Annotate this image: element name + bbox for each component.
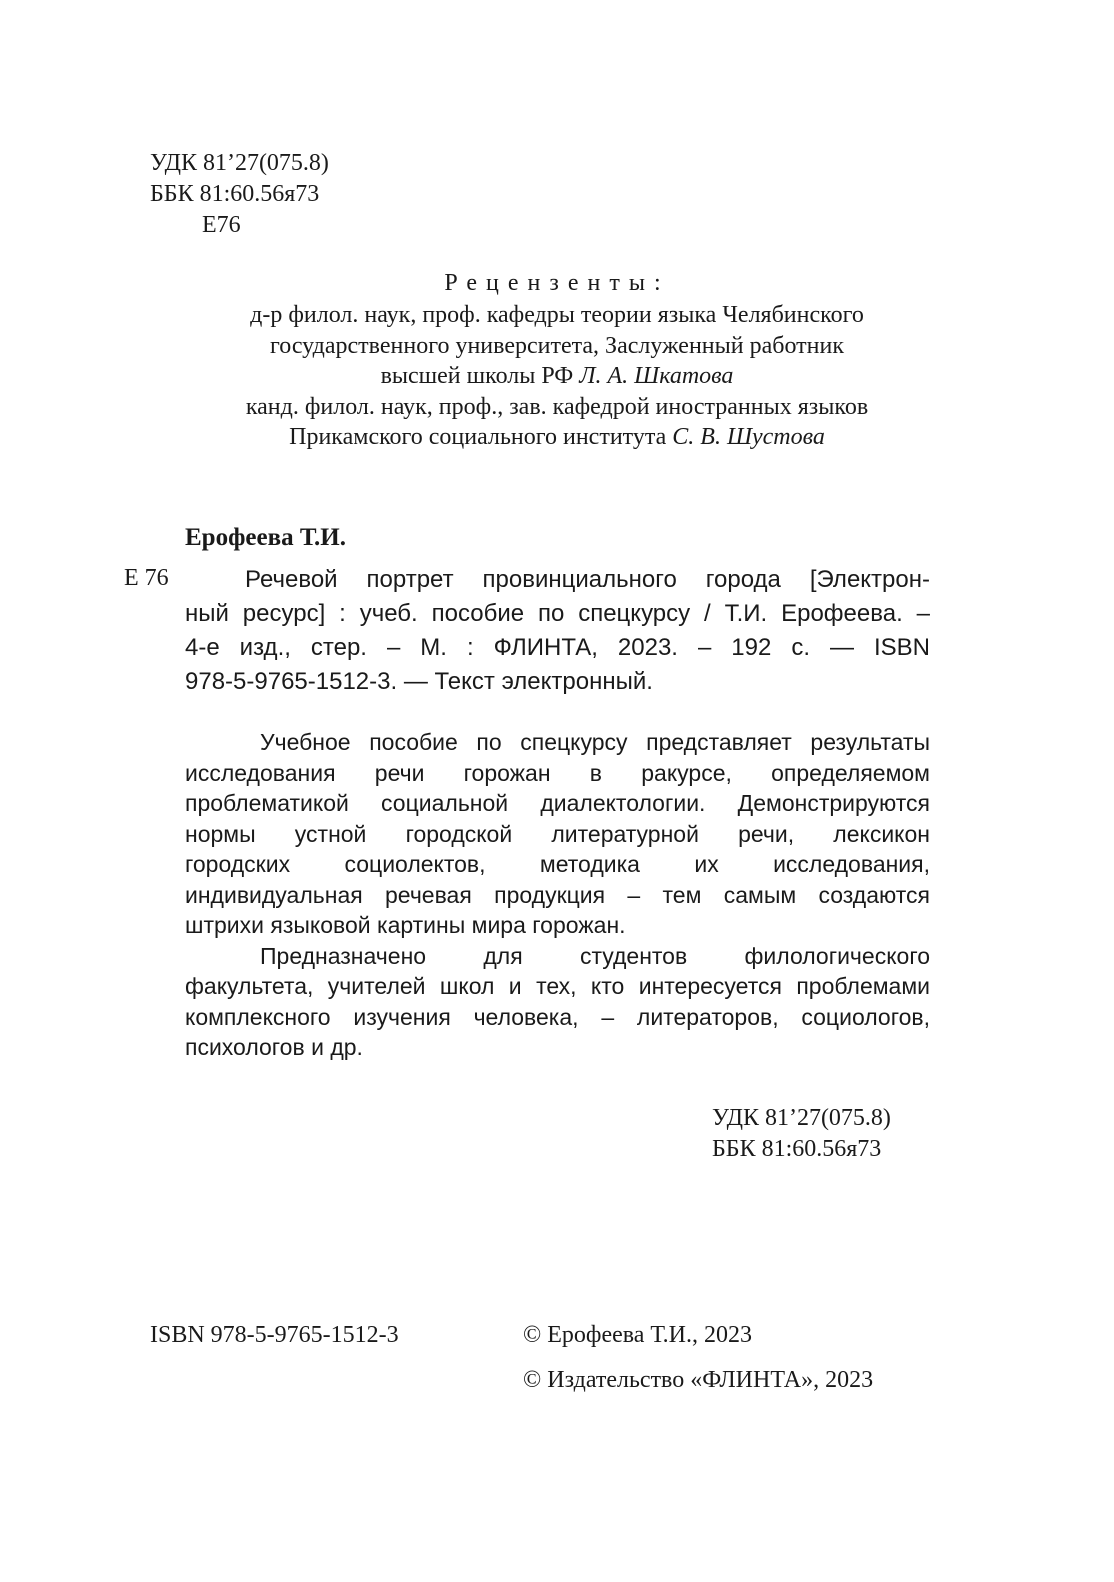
bbk-code: ББК 81:60.56я73 [712,1136,882,1162]
bib-line-2: ный ресурс] : учеб. пособие по спецкурсу / Т.И. Ерофеева. – [185,600,930,627]
abstract-line: индивидуальная речевая продукция – тем самым создаются [185,881,930,908]
index-code: Е 76 [124,565,169,591]
abstract [185,727,930,1063]
reviewer2-name: С. В. Шустова [672,424,825,450]
reviewer1-name: Л. А. Шкатова [579,363,734,389]
abstract-paragraph-2 [185,941,930,1063]
reviewer1-affiliation-end: высшей школы РФ [380,363,580,389]
abstract-line: факультета, учителей школ и тех, кто интересуется проблемами [185,973,930,999]
reviewer2-line1: канд. филол. наук, проф., зав. кафедрой иностранных языков [245,393,869,420]
abstract-line: проблематикой социальной диалектологии. Демонстрируются [185,790,930,816]
reviewers-title: Рецензенты: [444,270,670,296]
abstract-line: Предназначено для студентов филологического [260,942,930,969]
abstract-line: городских социолектов, методика их исследования, [185,851,930,877]
isbn: ISBN 978-5-9765-1512-3 [150,1322,399,1348]
bib-line-3: 4-е изд., стер. – М. : ФЛИНТА, 2023. – 192 с. — ISBN [185,634,930,661]
reviewer1-line3 [0,361,1114,392]
abstract-line: исследования речи горожан в ракурсе, определяемом [185,759,930,786]
abstract-line: комплексного изучения человека, – литераторов, социологов, [185,1003,930,1030]
classification-block-bottom [712,1103,891,1165]
udk-code: УДК 81’27(075.8) [712,1105,891,1131]
reviewer1-line1: д-р филол. наук, проф. кафедры теории языка Челябинского [250,302,864,328]
udk-code: УДК 81’27(075.8) [150,150,329,176]
reviewers-list [0,300,1114,453]
classification-block-top [150,148,329,241]
abstract-line: психологов и др. [185,1034,363,1060]
bbk-code: ББК 81:60.56я73 [150,181,320,207]
bib-line-4: 978-5-9765-1512-3. — Текст электронный. [185,668,653,695]
author-sign: Е76 [202,212,241,238]
abstract-line: нормы устной городской литературной речи, лексикон [185,820,930,847]
abstract-line: Учебное пособие по спецкурсу представляет результаты [260,729,930,755]
copyright-author: © Ерофеева Т.И., 2023 [523,1322,753,1348]
author-heading: Ерофеева Т.И. [185,524,346,551]
reviewer1-line2: государственного университета, Заслуженный работник [270,332,844,359]
copyright-publisher: © Издательство «ФЛИНТА», 2023 [523,1367,874,1393]
reviewer2-line2 [0,422,1114,453]
bib-line-1: Речевой портрет провинциального города [Электрон- [245,566,930,593]
abstract-paragraph-1 [185,727,930,941]
bibliographic-description [185,563,930,699]
abstract-line: штрихи языковой картины мира горожан. [185,912,626,938]
reviewer2-affiliation-end: Прикамского социального института [289,424,673,450]
